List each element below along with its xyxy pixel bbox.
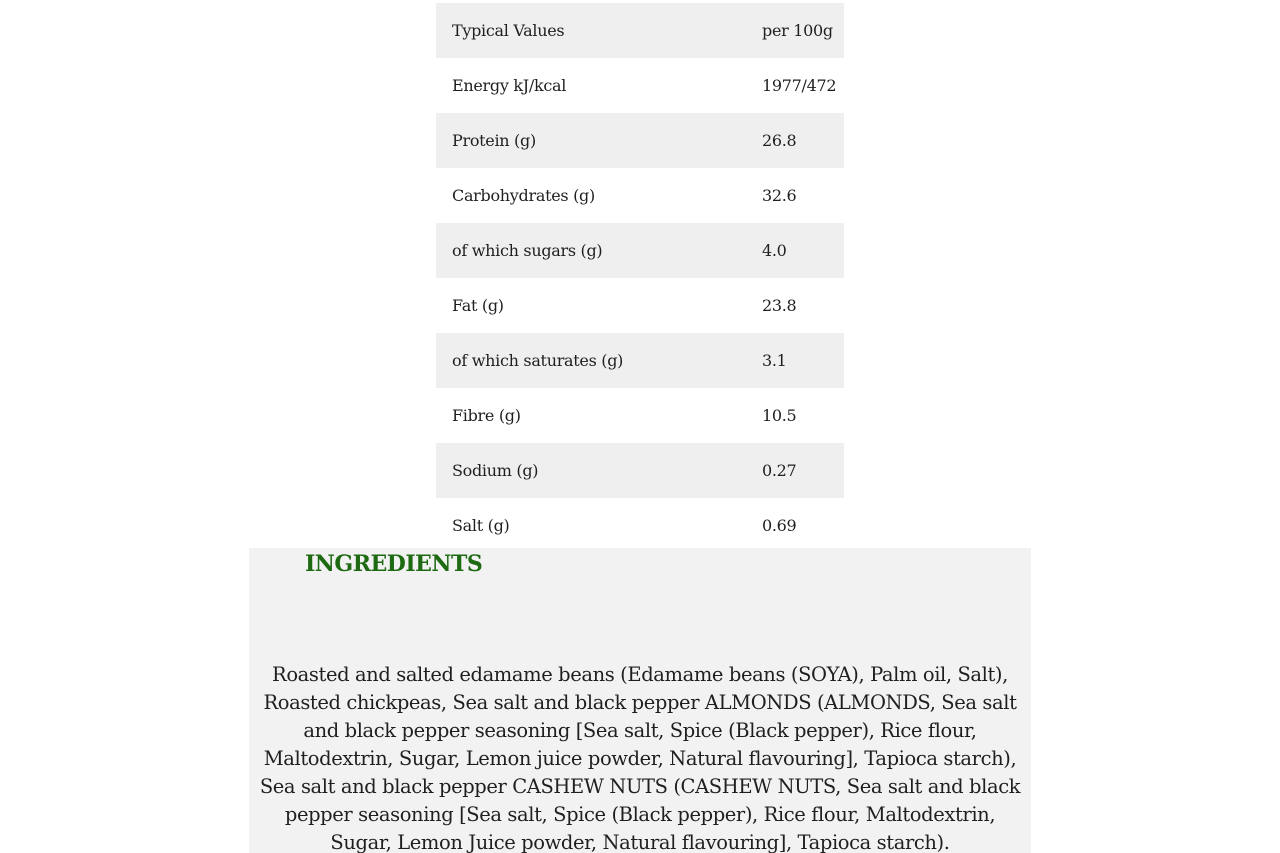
nutrient-label: of which sugars (g) xyxy=(436,223,746,278)
nutrition-header-row xyxy=(436,3,844,58)
nutrition-row-sugars xyxy=(436,223,844,278)
ingredients-text: Roasted and salted edamame beans (Edamame beans (SOYA), Palm oil, Salt), Roasted chickpeas, Sea salt and black pepper ALMONDS (ALMONDS, Sea salt and black pepper seasoning [Sea salt, Spice (Black pepper), Rice flour, Maltodextrin, Sugar, Lemon juice powder, Natural flavouring], Tapioca starch), Sea salt and black pepper CASHEW NUTS (CASHEW NUTS, Sea salt and black pepper seasoning [Sea salt, Spice (Black pepper), Rice flour, Maltodextrin, Sugar, Lemon Juice powder, Natural flavouring], Tapioca starch). xyxy=(259,663,1021,853)
ingredients-heading: INGREDIENTS xyxy=(305,551,483,577)
nutrition-row-salt xyxy=(436,498,844,553)
nutrition-row-sodium xyxy=(436,443,844,498)
nutrient-value: 0.27 xyxy=(746,443,844,498)
nutrient-value: 10.5 xyxy=(762,406,797,425)
nutrition-table xyxy=(436,3,844,553)
nutrient-label: Fibre (g) xyxy=(452,406,521,425)
nutrition-row-protein xyxy=(436,113,844,168)
nutrition-row-fibre xyxy=(436,388,844,443)
nutrition-row-energy xyxy=(436,58,844,113)
nutrient-value: 3.1 xyxy=(746,333,844,388)
nutrition-row-carbohydrates xyxy=(436,168,844,223)
nutrient-value: 26.8 xyxy=(746,113,844,168)
nutrient-value: 1977/472 xyxy=(762,76,837,95)
nutrient-label: Sodium (g) xyxy=(436,443,746,498)
nutrient-label: Salt (g) xyxy=(452,516,510,535)
nutrient-label: Carbohydrates (g) xyxy=(452,186,595,205)
nutrient-label: Protein (g) xyxy=(436,113,746,168)
nutrition-row-saturates xyxy=(436,333,844,388)
ingredients-section xyxy=(249,548,1031,853)
nutrient-value: 4.0 xyxy=(746,223,844,278)
nutrition-row-fat xyxy=(436,278,844,333)
nutrient-value: 32.6 xyxy=(762,186,797,205)
nutrition-header-label: Typical Values xyxy=(436,3,746,58)
nutrient-value: 0.69 xyxy=(762,516,797,535)
nutrient-label: Energy kJ/kcal xyxy=(452,76,567,95)
nutrient-label: of which saturates (g) xyxy=(436,333,746,388)
nutrient-value: 23.8 xyxy=(762,296,797,315)
nutrition-header-value: per 100g xyxy=(746,3,844,58)
nutrient-label: Fat (g) xyxy=(452,296,504,315)
